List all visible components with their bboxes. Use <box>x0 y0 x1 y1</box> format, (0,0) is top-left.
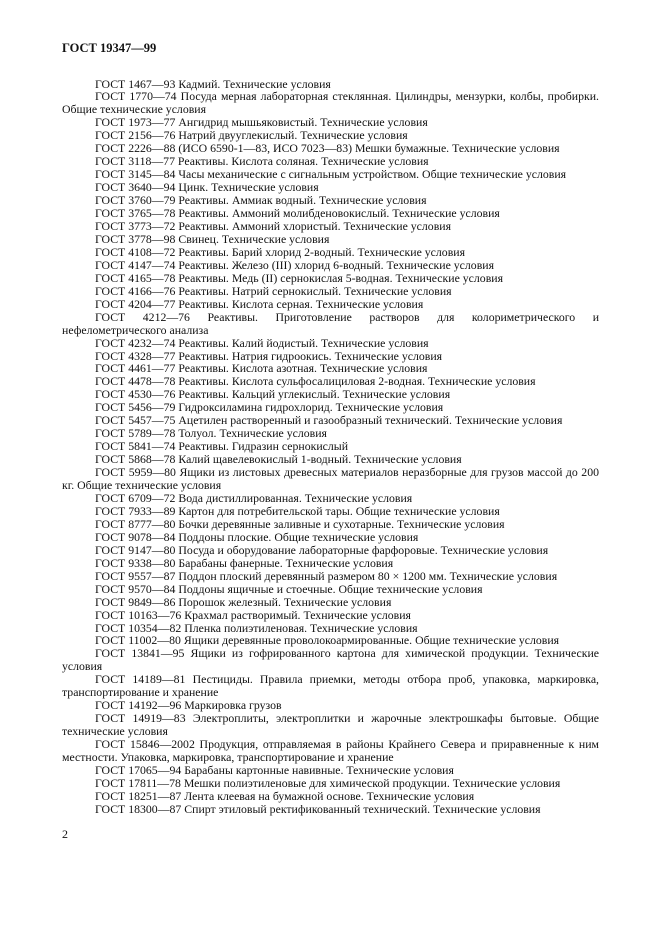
reference-title: Реактивы. Кислота азотная. Технические условия <box>178 361 428 376</box>
reference-code: ГОСТ 4530—76 <box>95 387 176 402</box>
reference-title: Картон для потребительской тары. Общие технические условия <box>178 503 500 518</box>
reference-item <box>62 90 599 116</box>
reference-title: Маркировка грузов <box>184 698 282 713</box>
reference-code: ГОСТ 17065—94 <box>95 763 182 778</box>
reference-title: Пестициды. Правила приемки, методы отбора проб, упаковка, маркировка, транспортирование и хранение <box>62 672 600 700</box>
reference-title: Спирт этиловый ректификованный технический. Технические условия <box>184 801 541 816</box>
reference-title: Гидроксиламина гидрохлорид. Технические условия <box>178 400 444 415</box>
reference-code: ГОСТ 3640—94 <box>95 180 176 195</box>
reference-title: Реактивы. Аммиак водный. Технические условия <box>178 193 427 208</box>
reference-code: ГОСТ 10163—76 <box>95 607 182 622</box>
reference-title: Кадмий. Технические условия <box>178 76 331 91</box>
reference-code: ГОСТ 11002—80 <box>95 633 181 648</box>
reference-title: Реактивы. Аммоний хлористый. Технические условия <box>178 218 452 233</box>
reference-code: ГОСТ 4461—77 <box>95 361 176 376</box>
reference-title: Поддоны ящичные и стоечные. Общие технические условия <box>178 581 483 596</box>
reference-code: ГОСТ 9849—86 <box>95 594 176 609</box>
reference-code: ГОСТ 9147—80 <box>95 542 176 557</box>
reference-title: Барабаны фанерные. Технические условия <box>178 555 394 570</box>
reference-code: ГОСТ 1467—93 <box>95 76 176 91</box>
reference-title: Электроплиты, электроплитки и жарочные электрошкафы бытовые. Общие технические условия <box>62 711 600 739</box>
reference-code: ГОСТ 4204—77 <box>95 296 176 311</box>
reference-code: ГОСТ 15846—2002 <box>95 737 195 752</box>
reference-title: Вода дистиллированная. Технические условия <box>178 491 413 505</box>
reference-code: ГОСТ 7933—89 <box>95 503 176 518</box>
reference-title: Лента клеевая на бумажной основе. Технические условия <box>184 788 475 803</box>
reference-title: Реактивы. Гидразин сернокислый <box>178 439 349 454</box>
reference-code: ГОСТ 3765—78 <box>95 206 176 221</box>
reference-code: ГОСТ 4165—78 <box>95 270 176 285</box>
reference-code: ГОСТ 8777—80 <box>95 516 176 531</box>
reference-code: ГОСТ 4478—78 <box>95 374 176 389</box>
reference-title: Реактивы. Кислота соляная. Технические условия <box>177 154 429 169</box>
reference-title: Реактивы. Кальций углекислый. Технические условия <box>178 387 451 402</box>
reference-title: Ящики деревянные проволокоармированные. Общие технические условия <box>183 633 560 648</box>
reference-code: ГОСТ 9570—84 <box>95 581 176 596</box>
reference-code: ГОСТ 4108—72 <box>95 244 176 259</box>
reference-title: Барабаны картонные навивные. Технические условия <box>184 763 454 778</box>
reference-code: ГОСТ 1770—74 <box>95 89 177 104</box>
reference-title: Натрий двууглекислый. Технические условия <box>178 128 408 143</box>
reference-code: ГОСТ 3118—77 <box>95 154 175 169</box>
reference-code: ГОСТ 3145—84 <box>95 167 176 182</box>
reference-title: Посуда и оборудование лабораторные фарфоровые. Технические условия <box>178 542 549 557</box>
reference-code: ГОСТ 5841—74 <box>95 439 176 454</box>
reference-code: ГОСТ 1973—77 <box>95 115 176 130</box>
reference-item <box>62 673 599 699</box>
reference-title: Реактивы. Железо (III) хлорид 6-водный. Технические условия <box>178 257 495 272</box>
reference-title: Порошок железный. Технические условия <box>178 594 392 609</box>
reference-title: Реактивы. Кислота сульфосалициловая 2-водная. Технические условия <box>178 374 536 389</box>
reference-code: ГОСТ 4212—76 <box>95 309 190 324</box>
reference-code: ГОСТ 9338—80 <box>95 555 176 570</box>
reference-title: Посуда мерная лабораторная стеклянная. Цилиндры, мензурки, колбы, пробирки. Общие технические условия <box>62 89 599 117</box>
reference-code: ГОСТ 6709—72 <box>95 491 176 505</box>
reference-title: Ящики из листовых древесных материалов неразборные для грузов массой до 200 кг. Общие технические условия <box>62 465 599 493</box>
reference-title: Продукция, отправляемая в районы Крайнего Севера и приравненные к ним местности. Упаковка, маркировка, транспортирование и хранение <box>62 737 600 765</box>
reference-code: ГОСТ 5456—79 <box>95 400 176 415</box>
reference-item <box>62 712 599 738</box>
reference-code: ГОСТ 2226—88 (ИСО 6590-1—83, ИСО 7023—83) <box>95 141 353 156</box>
reference-title: Реактивы. Барий хлорид 2-водный. Технические условия <box>178 244 465 259</box>
reference-item <box>62 803 599 816</box>
reference-title: Мешки полиэтиленовые для химической продукции. Технические условия <box>183 775 561 790</box>
reference-title: Калий щавелевокислый 1-водный. Технические условия <box>178 452 462 467</box>
reference-title: Цинк. Технические условия <box>178 180 319 195</box>
reference-code: ГОСТ 2156—76 <box>95 128 176 143</box>
reference-code: ГОСТ 3773—72 <box>95 218 176 233</box>
reference-code: ГОСТ 3760—79 <box>95 193 176 208</box>
reference-title: Толуол. Технические условия <box>178 426 327 441</box>
reference-title: Реактивы. Аммоний молибденовокислый. Технические условия <box>178 206 500 221</box>
reference-code: ГОСТ 18300—87 <box>95 801 182 816</box>
page-number: 2 <box>62 827 68 841</box>
reference-code: ГОСТ 18251—87 <box>95 788 182 803</box>
reference-title: Часы механические с сигнальным устройством. Общие технические условия <box>178 167 567 182</box>
reference-code: ГОСТ 4328—77 <box>95 348 176 363</box>
reference-code: ГОСТ 14189—81 <box>95 672 186 687</box>
reference-code: ГОСТ 14919—83 <box>95 711 186 726</box>
reference-code: ГОСТ 17811—78 <box>95 775 181 790</box>
reference-item <box>62 647 599 673</box>
reference-code: ГОСТ 10354—82 <box>95 620 182 635</box>
reference-title: Реактивы. Калий йодистый. Технические условия <box>178 335 429 350</box>
document-header: ГОСТ 19347—99 <box>62 41 157 55</box>
reference-code: ГОСТ 4166—76 <box>95 283 176 298</box>
reference-title: Поддон плоский деревянный размером 80 × 1200 мм. Технические условия <box>178 568 558 583</box>
reference-code: ГОСТ 13841—95 <box>95 646 185 661</box>
reference-code: ГОСТ 4147—74 <box>95 257 176 272</box>
reference-title: Ацетилен растворенный и газообразный технический. Технические условия <box>178 413 563 428</box>
reference-item <box>62 738 599 764</box>
reference-title: Реактивы. Натрия гидроокись. Технические условия <box>178 348 443 363</box>
reference-code: ГОСТ 9078—84 <box>95 529 176 544</box>
reference-title: Бочки деревянные заливные и сухотарные. Технические условия <box>178 516 505 531</box>
reference-title: Реактивы. Приготовление растворов для колориметрического и нефелометрического анализа <box>62 309 600 337</box>
reference-title: Свинец. Технические условия <box>178 231 330 246</box>
reference-code: ГОСТ 4232—74 <box>95 335 176 350</box>
reference-title: Реактивы. Медь (II) сернокислая 5-водная. Технические условия <box>178 270 504 285</box>
reference-code: ГОСТ 5959—80 <box>95 465 176 480</box>
reference-list <box>62 78 599 816</box>
reference-code: ГОСТ 3778—98 <box>95 231 176 246</box>
reference-code: ГОСТ 14192—96 <box>95 698 182 713</box>
reference-title: Реактивы. Натрий сернокислый. Технические условия <box>178 283 452 298</box>
reference-item <box>62 466 599 492</box>
reference-code: ГОСТ 5868—78 <box>95 452 176 467</box>
reference-code: ГОСТ 5457—75 <box>95 413 176 428</box>
reference-title: Ящики из гофрированного картона для химической продукции. Технические условия <box>62 646 599 674</box>
reference-title: Реактивы. Кислота серная. Технические условия <box>178 296 424 311</box>
reference-title: Пленка полиэтиленовая. Технические условия <box>184 620 418 635</box>
reference-title: Ангидрид мышьяковистый. Технические условия <box>178 115 428 130</box>
reference-title: Мешки бумажные. Технические условия <box>354 141 560 156</box>
reference-code: ГОСТ 5789—78 <box>95 426 176 441</box>
reference-title: Поддоны плоские. Общие технические условия <box>178 529 419 544</box>
reference-item <box>62 311 599 337</box>
reference-title: Крахмал растворимый. Технические условия <box>184 607 411 622</box>
reference-code: ГОСТ 9557—87 <box>95 568 176 583</box>
